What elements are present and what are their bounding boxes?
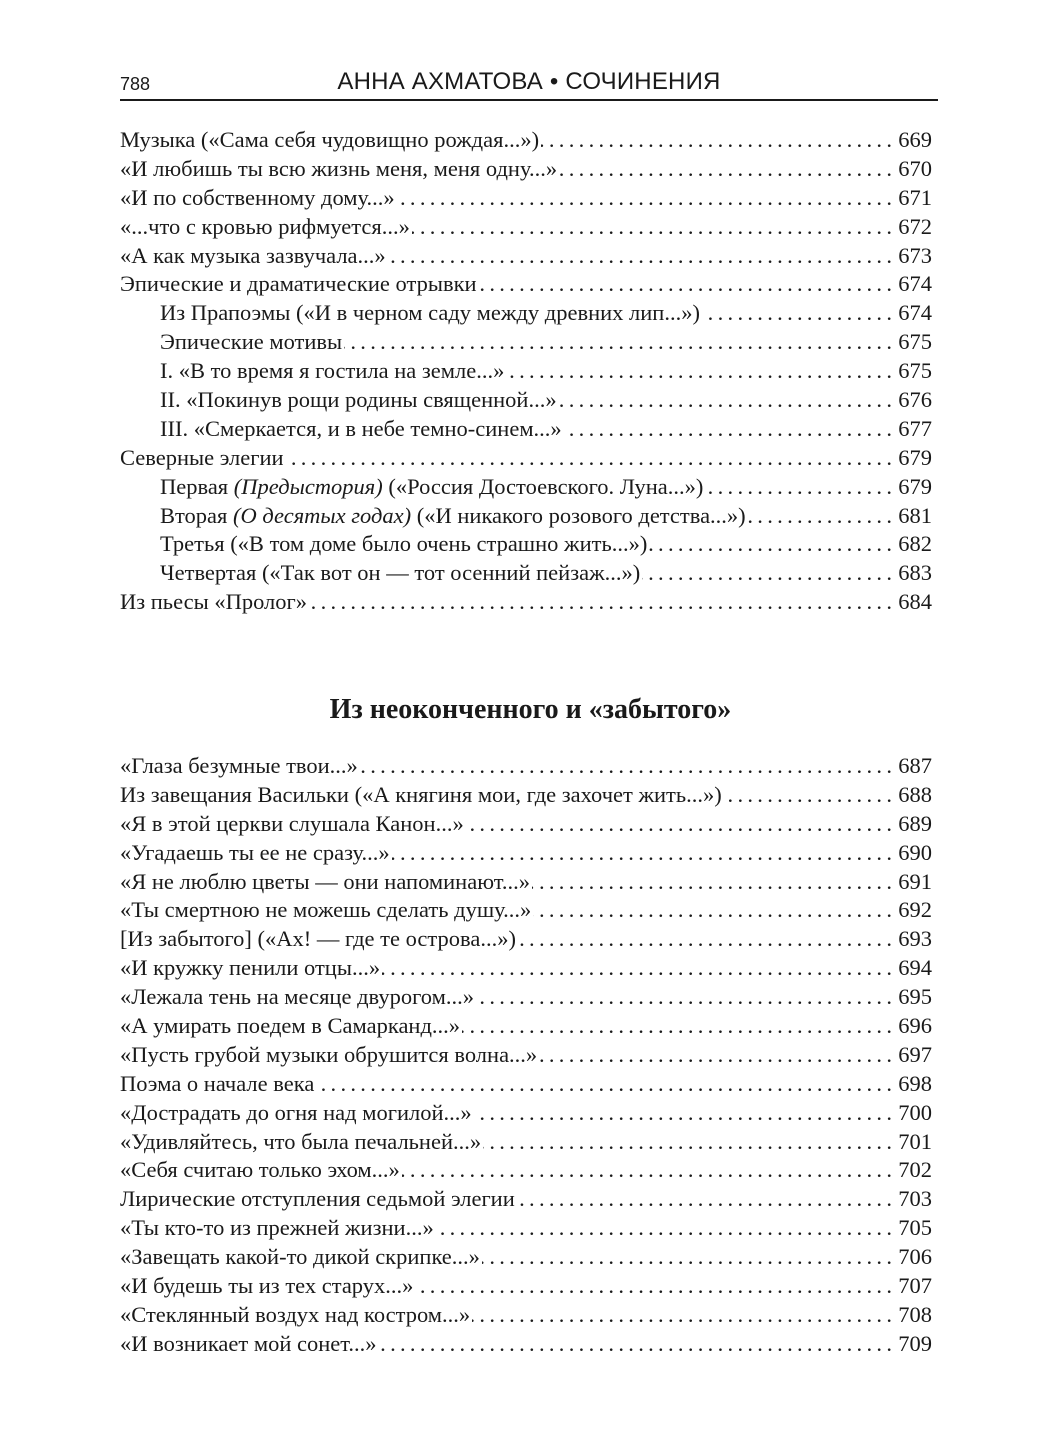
dot-leader: [533, 896, 896, 925]
toc-entry: [120, 839, 932, 868]
entry-title-text: «Я не люблю цветы — они напоминают...»: [120, 868, 530, 894]
dot-leader: [506, 357, 896, 386]
entry-page-number: 703: [898, 1186, 932, 1212]
toc-entry: [120, 444, 932, 473]
toc-entry: [120, 752, 932, 781]
entry-title-text: «Я в этой церкви слушала Канон...»: [120, 810, 464, 836]
entry-title: [160, 530, 647, 559]
entry-page-number: 702: [898, 1157, 932, 1183]
entry-title-text: Эпические и драматические отрывки: [120, 271, 477, 297]
entry-title-text: «Завещать какой-то дикой скрипке...»: [120, 1244, 480, 1270]
toc-entry: [120, 1185, 932, 1214]
entry-title: [120, 1330, 377, 1359]
entry-title: [120, 444, 284, 473]
entry-title: [120, 810, 464, 839]
dot-leader: [382, 954, 896, 983]
entry-page-number: 671: [898, 184, 932, 210]
toc-entry: [120, 1128, 932, 1157]
dot-leader: [472, 1301, 896, 1330]
toc-entry: [120, 530, 932, 559]
entry-title-text: «И возникает мой сонет...»: [120, 1330, 377, 1356]
entry-page-number: 672: [898, 213, 932, 239]
entry-title-text: Музыка («Сама себя чудовищно рождая...»): [120, 127, 540, 152]
toc-entry: [120, 954, 932, 983]
entry-page-number: 687: [898, 753, 932, 778]
dot-leader: [517, 1185, 896, 1214]
entry-title: [120, 1185, 515, 1214]
entry-page-number: 689: [898, 810, 932, 836]
dot-leader: [539, 1041, 896, 1070]
entry-title-text: Из пьесы «Пролог»: [120, 589, 307, 615]
entry-page-number: 708: [898, 1301, 932, 1327]
dot-leader: [642, 559, 896, 588]
entry-title-text: «Ты смертною не можешь сделать душу...»: [120, 897, 532, 923]
entry-title: [120, 270, 477, 299]
dot-leader: [564, 415, 897, 444]
dot-leader: [344, 328, 896, 357]
entry-title: [160, 473, 703, 502]
dot-leader: [462, 1012, 896, 1041]
entry-title: [120, 954, 380, 983]
entry-page-number: 674: [898, 271, 932, 297]
entry-page-number: 700: [898, 1099, 932, 1125]
dot-leader: [474, 1099, 897, 1128]
toc-entry: [120, 270, 932, 299]
entry-title-text: «Дострадать до огня над могилой...»: [120, 1099, 472, 1125]
entry-page-number: 706: [898, 1244, 932, 1270]
entry-title: [160, 299, 700, 328]
entry-title-text: Третья («В том доме было очень страшно жить...»): [160, 531, 648, 557]
entry-title-text: Первая: [160, 473, 234, 499]
dot-leader: [483, 1128, 896, 1157]
entry-page-number: 673: [898, 242, 932, 268]
toc-entry: [120, 473, 932, 502]
toc-entry: [120, 1012, 932, 1041]
toc-entry: [120, 896, 932, 925]
dot-leader: [705, 473, 896, 502]
entry-title-text: «Стеклянный воздух над костром...»: [120, 1301, 471, 1327]
dot-leader: [436, 1214, 897, 1243]
dot-leader: [466, 810, 897, 839]
entry-title-text: III. «Смеркается, и в небе темно-синем...»: [160, 415, 562, 441]
entry-title: [120, 1012, 460, 1041]
entry-title-text: «И любишь ты всю жизнь меня, меня одну...»: [120, 155, 558, 181]
toc-entry: [120, 1041, 932, 1070]
toc-entry: [120, 126, 932, 155]
entry-title-text: «И кружку пенили отцы...»: [120, 955, 381, 981]
dot-leader: [415, 1272, 896, 1301]
dot-leader: [309, 588, 896, 617]
toc-list-1: [120, 126, 932, 617]
dot-leader: [541, 126, 896, 155]
entry-title: [120, 1214, 434, 1243]
entry-title-text: «Лежала тень на месяце двурогом...»: [120, 984, 474, 1010]
dot-leader: [360, 752, 896, 781]
entry-title: [120, 983, 474, 1012]
dot-leader: [559, 155, 896, 184]
entry-page-number: 696: [898, 1013, 932, 1039]
toc-entry: [120, 559, 932, 588]
entry-page-number: 669: [898, 127, 932, 152]
dot-leader: [412, 213, 896, 242]
toc-entry: [120, 357, 932, 386]
entry-title-text: «...что с кровью рифмуется...»: [120, 213, 410, 239]
toc-entry: [120, 386, 932, 415]
entry-title-text: «Глаза безумные твои...»: [120, 753, 358, 778]
entry-title: [120, 242, 386, 271]
toc-entry: [120, 1243, 932, 1272]
toc-entry: [120, 328, 932, 357]
entry-title: [120, 781, 722, 810]
entry-title-text: «Удивляйтесь, что была печальней...»: [120, 1128, 482, 1154]
entry-page-number: 701: [898, 1128, 932, 1154]
entry-page-number: 681: [898, 502, 932, 528]
toc-entry: [120, 983, 932, 1012]
entry-page-number: 682: [898, 531, 932, 557]
entry-page-number: 705: [898, 1215, 932, 1241]
entry-title: [120, 588, 307, 617]
entry-page-number: 679: [898, 473, 932, 499]
entry-title: [120, 1041, 537, 1070]
toc-entry: [120, 781, 932, 810]
dot-leader: [479, 270, 897, 299]
entry-title-italic: (Предыстория): [233, 473, 383, 499]
dot-leader: [392, 839, 897, 868]
entry-title: [160, 328, 342, 357]
entry-title-text: «Ты кто-то из прежней жизни...»: [120, 1215, 434, 1241]
dot-leader: [649, 530, 896, 559]
toc-list-2: [120, 752, 932, 1359]
entry-page-number: 677: [898, 415, 932, 441]
entry-page-number: 693: [898, 926, 932, 952]
entry-title: [160, 559, 640, 588]
entry-title-text: «Угадаешь ты ее не сразу...»: [120, 839, 390, 865]
entry-title-text: «А умирать поедем в Самарканд...»: [120, 1013, 461, 1039]
entry-title: [120, 1070, 314, 1099]
entry-title-text: I. «В то время я гостила на земле...»: [160, 358, 505, 384]
entry-title: [120, 184, 395, 213]
entry-title-italic: (О десятых годах): [233, 502, 412, 528]
dot-leader: [724, 781, 896, 810]
toc-entry: [120, 1301, 932, 1330]
entry-page-number: 688: [898, 781, 932, 807]
entry-title-text: Эпические мотивы: [160, 329, 343, 355]
entry-page-number: 692: [898, 897, 932, 923]
toc-entry: [120, 925, 932, 954]
toc-entry: [120, 1070, 932, 1099]
toc-entry: [120, 415, 932, 444]
entry-title-text: Из завещания Васильки («А княгиня мои, где захочет жить...»): [120, 781, 722, 807]
entry-title-text: Поэма о начале века: [120, 1070, 315, 1096]
entry-page-number: 690: [898, 839, 932, 865]
entry-title-text: «А как музыка зазвучала...»: [120, 242, 386, 268]
toc-entry: [120, 213, 932, 242]
entry-title: [120, 752, 358, 781]
section-heading: Из неоконченного и «забытого»: [329, 694, 732, 725]
dot-leader: [402, 1156, 896, 1185]
dot-leader: [482, 1243, 896, 1272]
entry-page-number: 695: [898, 984, 932, 1010]
entry-title-text: «Себя считаю только эхом...»: [120, 1157, 400, 1183]
entry-page-number: 691: [898, 868, 932, 894]
entry-title: [160, 415, 562, 444]
dot-leader: [379, 1330, 897, 1359]
entry-title-text: Из Прапоэмы («И в черном саду между древних лип...»): [160, 300, 700, 326]
entry-title: [160, 386, 557, 415]
dot-leader: [316, 1070, 896, 1099]
entry-title: [120, 925, 516, 954]
entry-page-number: 675: [898, 329, 932, 355]
toc-entry: [120, 1099, 932, 1128]
entry-title: [120, 868, 530, 897]
entry-title-text: Вторая: [160, 502, 234, 528]
toc-entry: [120, 1272, 932, 1301]
entry-title: [120, 1301, 470, 1330]
entry-title: [120, 839, 390, 868]
entry-page-number: 675: [898, 358, 932, 384]
dot-leader: [559, 386, 897, 415]
entry-title-text: Четвертая («Так вот он — тот осенний пейзаж...»): [160, 560, 641, 586]
dot-leader: [476, 983, 896, 1012]
entry-title: [120, 896, 531, 925]
running-title: АННА АХМАТОВА • СОЧИНЕНИЯ: [337, 68, 721, 95]
entry-page-number: 674: [898, 300, 932, 326]
toc-entry: [120, 184, 932, 213]
toc-entry: [120, 1330, 932, 1359]
entry-page-number: 697: [898, 1041, 932, 1067]
entry-title: [120, 155, 557, 184]
dot-leader: [388, 242, 897, 271]
entry-page-number: 698: [898, 1070, 932, 1096]
entry-title: [120, 213, 410, 242]
entry-page-number: 670: [898, 155, 932, 181]
entry-title-text: «Пусть грубой музыки обрушится волна...»: [120, 1041, 538, 1067]
dot-leader: [532, 868, 896, 897]
toc-entry: [120, 502, 932, 531]
entry-page-number: 707: [898, 1273, 932, 1299]
entry-title-text: «И по собственному дому...»: [120, 184, 395, 210]
page-number: 788: [120, 74, 151, 94]
entry-title: [120, 1272, 413, 1301]
entry-title: [120, 1243, 480, 1272]
entry-title-rest: («И никакого розового детства...»): [411, 502, 746, 528]
toc-entry: [120, 1156, 932, 1185]
entry-title: [160, 357, 504, 386]
entry-page-number: 694: [898, 955, 932, 981]
toc-entry: [120, 155, 932, 184]
toc-entry: [120, 242, 932, 271]
entry-title: [120, 1128, 481, 1157]
dot-leader: [748, 502, 897, 531]
entry-title: [120, 1156, 400, 1185]
entry-title-text: Лирические отступления седьмой элегии: [120, 1186, 515, 1212]
dot-leader: [397, 184, 897, 213]
toc-entry: [120, 588, 932, 617]
dot-leader: [702, 299, 896, 328]
dot-leader: [518, 925, 896, 954]
entry-page-number: 676: [898, 387, 932, 413]
header-rule: [120, 99, 938, 101]
entry-title-text: Северные элегии: [120, 444, 284, 470]
entry-page-number: 679: [898, 444, 932, 470]
toc-entry: [120, 1214, 932, 1243]
entry-page-number: 683: [898, 560, 932, 586]
entry-title: [160, 502, 746, 531]
entry-title: [120, 1099, 472, 1128]
toc-entry: [120, 299, 932, 328]
running-header: [120, 68, 938, 98]
toc-entry: [120, 868, 932, 897]
dot-leader: [286, 444, 897, 473]
toc-entry: [120, 810, 932, 839]
entry-title-text: «И будешь ты из тех старух...»: [120, 1273, 414, 1299]
entry-title-rest: («Россия Достоевского. Луна...»): [382, 473, 704, 499]
entry-page-number: 709: [898, 1330, 932, 1356]
entry-title: [120, 126, 539, 155]
entry-title-text: [Из забытого] («Ах! — где те острова...»): [120, 926, 516, 952]
entry-title-text: II. «Покинув рощи родины священной...»: [160, 387, 557, 413]
entry-page-number: 684: [898, 589, 932, 615]
